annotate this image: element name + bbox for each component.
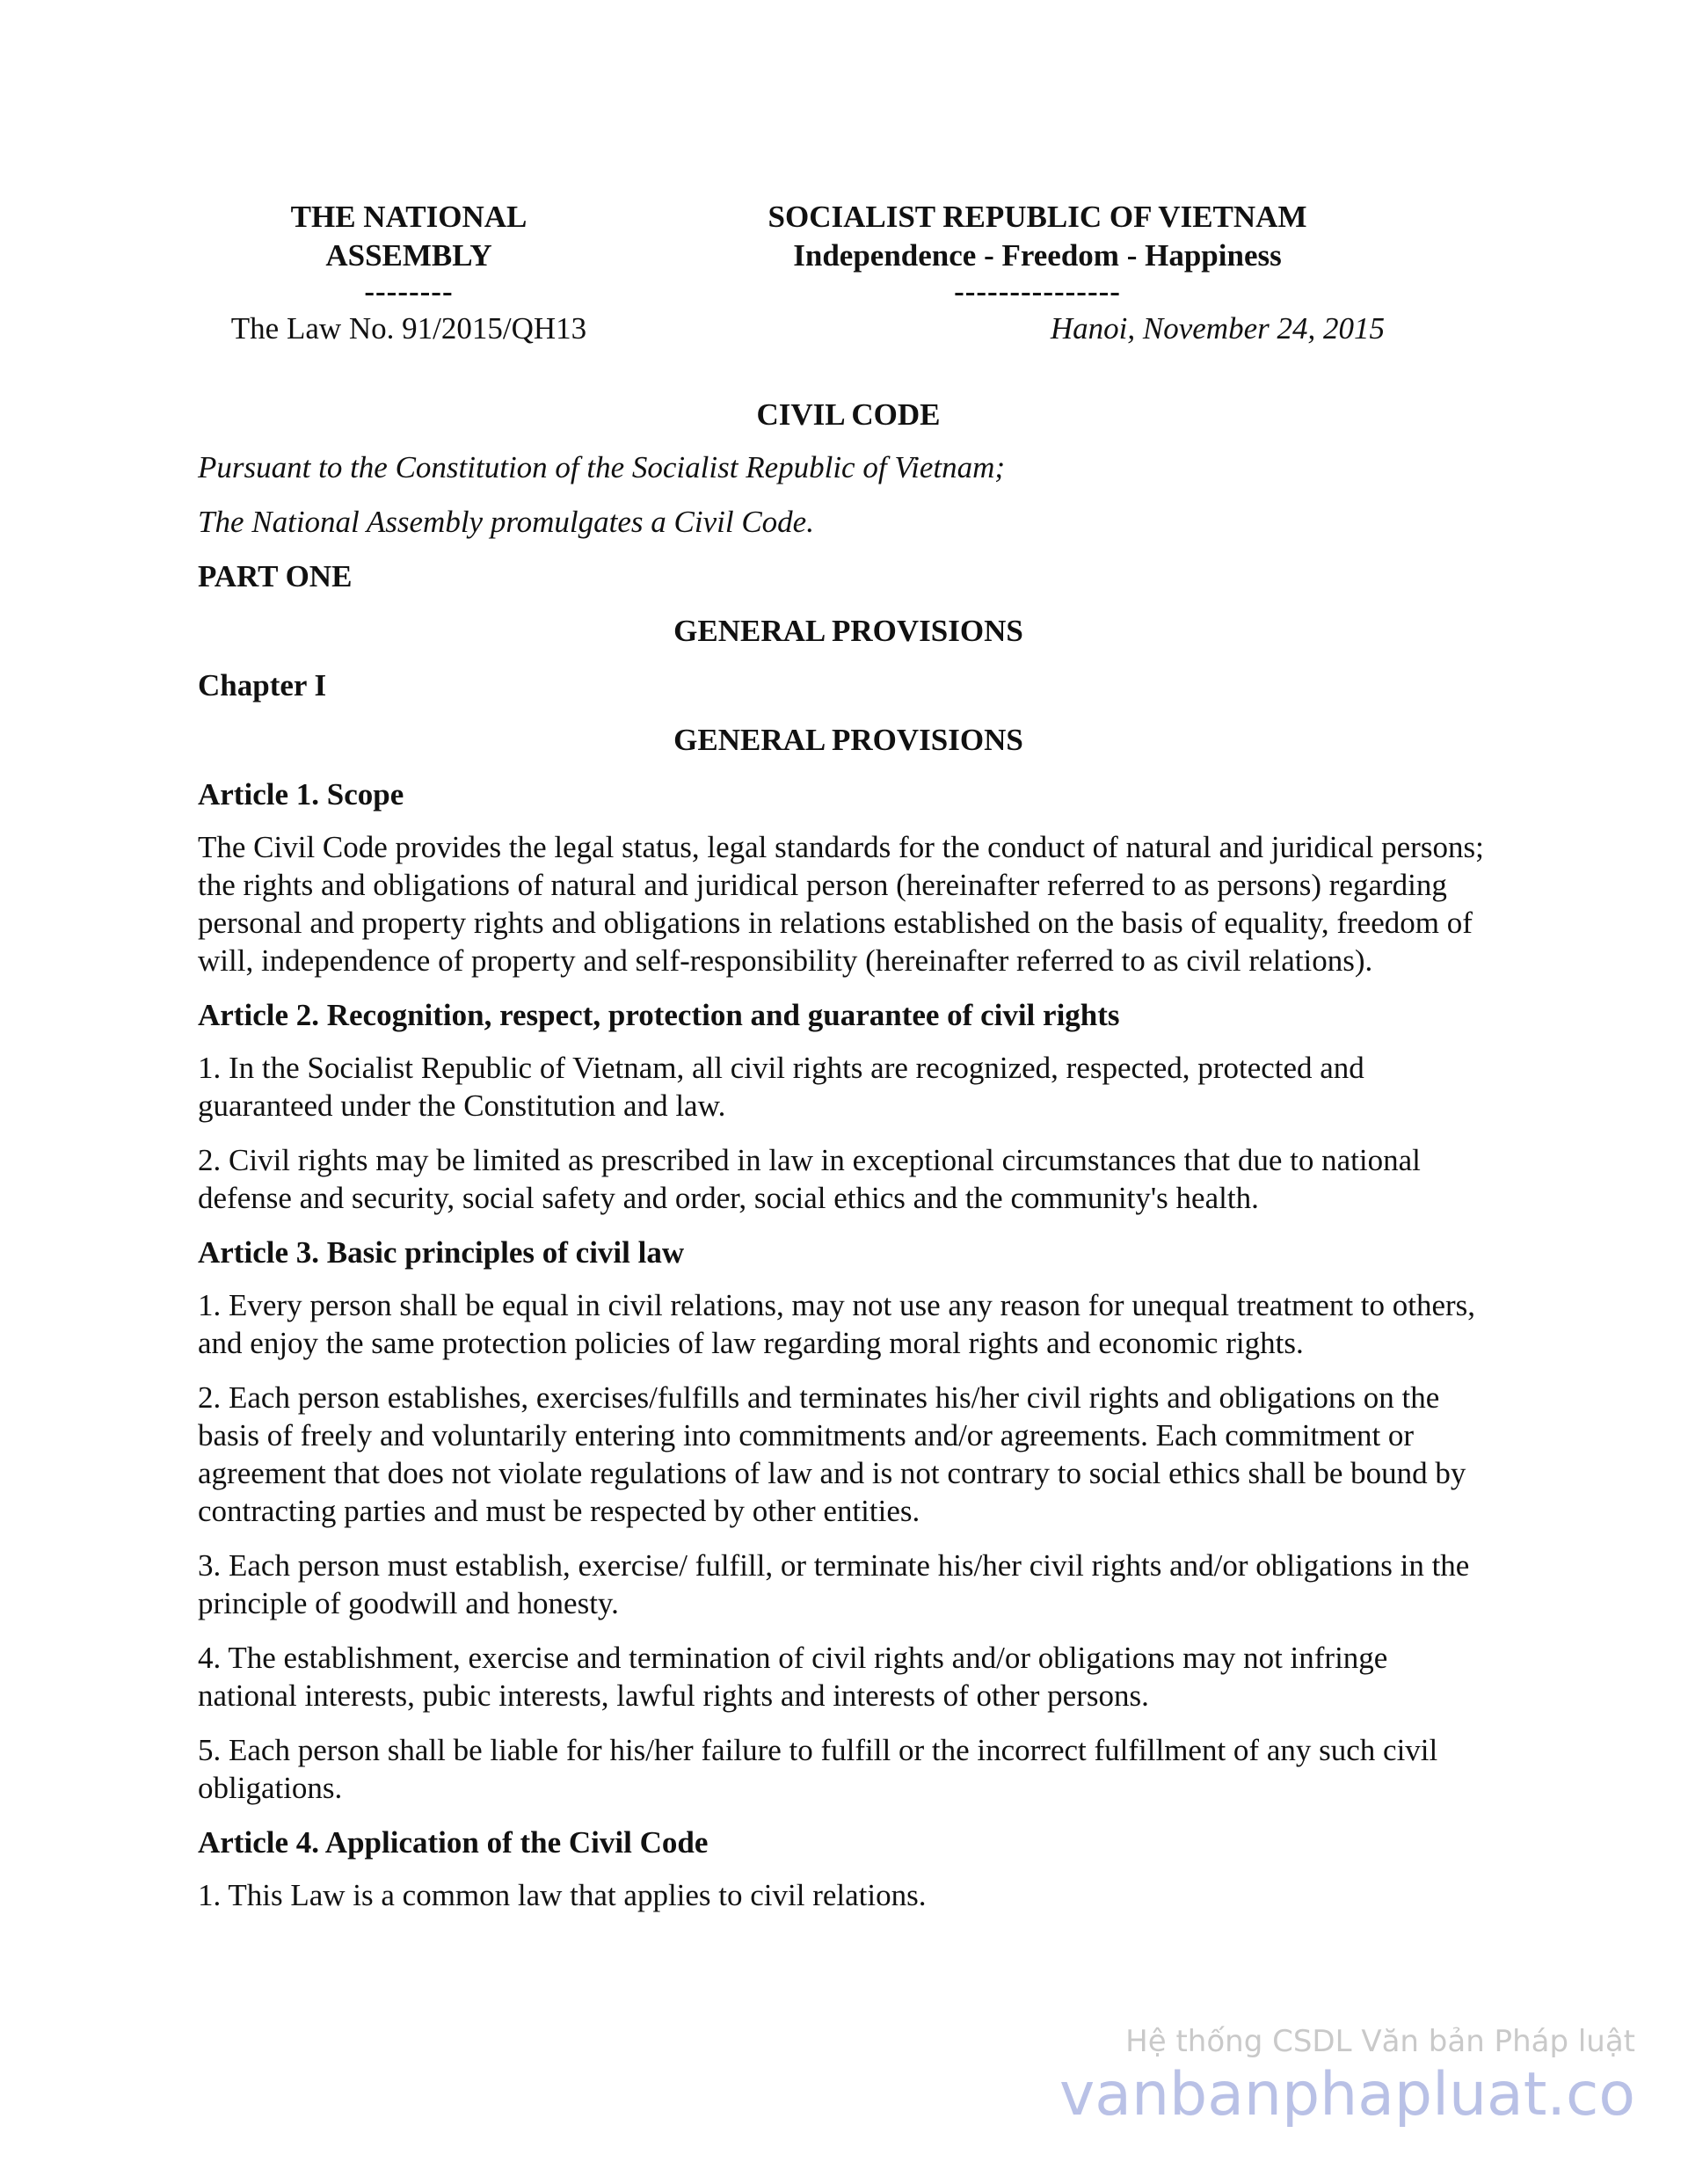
document-date: Hanoi, November 24, 2015 [1050, 311, 1385, 346]
issuing-authority [176, 198, 642, 309]
article-1-paragraph: The Civil Code provides the legal status, legal standards for the conduct of natural and juridical persons; the rights and obligations of natural and juridical person (hereinafter referred to as persons) regarding personal and property rights and obligations in relations established on the basis of equality, freedom of will, independence of property and self-responsibility (hereinafter referred to as civil relations). [198, 830, 1484, 978]
document-body [198, 396, 1490, 1931]
country-name: SOCIALIST REPUBLIC OF VIETNAM [768, 200, 1307, 234]
authority-line-1: THE NATIONAL [290, 200, 528, 234]
article-3-title: Article 3. Basic principles of civil law [198, 1235, 685, 1270]
article-4-paragraph: 1. This Law is a common law that applies to civil relations. [198, 1878, 927, 1912]
watermark-caption: Hệ thống CSDL Văn bản Pháp luật [1125, 2024, 1635, 2059]
watermark-site: vanbanphapluat.co [1059, 2060, 1635, 2129]
intro-line: Pursuant to the Constitution of the Socialist Republic of Vietnam; [198, 450, 1006, 484]
article-2-paragraph: 2. Civil rights may be limited as prescribed in law in exceptional circumstances that due to national defense and security, social safety and order, social ethics and the community's health. [198, 1143, 1421, 1215]
article-3-paragraph: 1. Every person shall be equal in civil relations, may not use any reason for unequal treatment to others, and enjoy the same protection policies of law regarding moral rights and economic rights. [198, 1288, 1476, 1360]
article-3-paragraph: 3. Each person must establish, exercise/ fulfill, or terminate his/her civil rights and/or obligations in the principle of goodwill and honesty. [198, 1548, 1470, 1620]
article-2-title: Article 2. Recognition, respect, protection and guarantee of civil rights [198, 998, 1120, 1032]
article-3-paragraph: 2. Each person establishes, exercises/fulfills and terminates his/her civil rights and obligations on the basis of freely and voluntarily entering into commitments and/or agreements. Each commitment or agreement that does not violate regulations of law and is not contrary to social ethics shall be bound by contracting parties and must be respected by other entities. [198, 1380, 1466, 1528]
intro-line: The National Assembly promulgates a Civil Code. [198, 505, 814, 539]
article-3-paragraph: 4. The establishment, exercise and termination of civil rights and/or obligations may not infringe national interests, pubic interests, lawful rights and interests of other persons. [198, 1641, 1388, 1713]
article-3-paragraph: 5. Each person shall be liable for his/her failure to fulfill or the incorrect fulfillment of any such civil obligations. [198, 1733, 1438, 1805]
article-4-title: Article 4. Application of the Civil Code [198, 1825, 709, 1860]
law-number: The Law No. 91/2015/QH13 [230, 311, 587, 346]
part-title: GENERAL PROVISIONS [673, 614, 1023, 648]
article-1-title: Article 1. Scope [198, 777, 404, 812]
article-2-paragraph: 1. In the Socialist Republic of Vietnam, all civil rights are recognized, respected, protected and guaranteed under the Constitution and law. [198, 1051, 1364, 1123]
motto-divider: --------------- [954, 274, 1121, 309]
chapter-title: GENERAL PROVISIONS [673, 723, 1023, 757]
document-title: CIVIL CODE [756, 397, 941, 432]
watermark [1059, 2022, 1635, 2129]
motto-line: Independence - Freedom - Happiness [793, 238, 1282, 273]
chapter-label: Chapter I [198, 668, 327, 703]
authority-divider: -------- [364, 274, 454, 309]
part-label: PART ONE [198, 559, 353, 593]
authority-line-2: ASSEMBLY [325, 238, 492, 273]
national-motto [651, 198, 1424, 309]
